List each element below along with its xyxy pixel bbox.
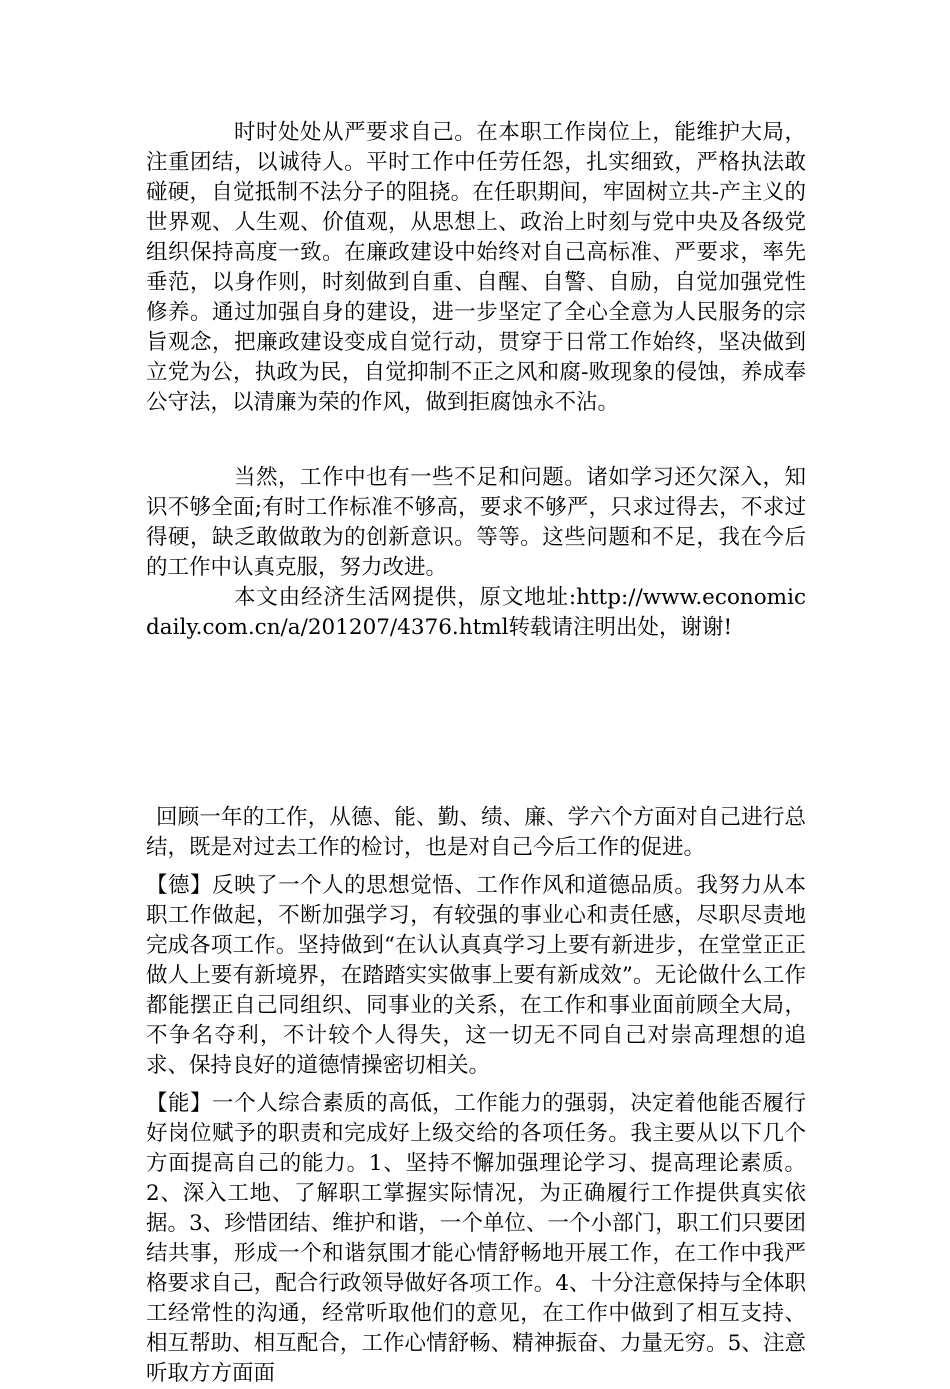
paragraph-shortcomings: 当然，工作中也有一些不足和问题。诸如学习还欠深入，知识不够全面;有时工作标准不够高，要求不够严，只求过得去，不求过得硬，缺乏敢做敢为的创新意识。等等。这些问题和不足，我在今后的工作中认真克服，努力改进。 — [146, 465, 806, 580]
document-page — [146, 118, 806, 1389]
paragraph-source-notice: 本文由经济生活网提供，原文地址:http://www.economicdaily.com.cn/a/201207/4376.html转载请注明出处，谢谢! — [146, 585, 806, 640]
paragraph-review-intro: 回顾一年的工作，从德、能、勤、绩、廉、学六个方面对自己进行总结，既是对过去工作的检讨，也是对自己今后工作的促进。 — [146, 805, 806, 860]
paragraph-de: 【德】反映了一个人的思想觉悟、工作作风和道德品质。我努力从本职工作做起，不断加强学习，有较强的事业心和责任感，尽职尽责地完成各项工作。坚持做到“在认认真真学习上要有新进步，在堂堂正正做人上要有新境界，在踏踏实实做事上要有新成效”。无论做什么工作都能摆正自己同组织、同事业的关系，在工作和事业面前顾全大局，不争名夺利，不计较个人得失，这一切无不同自己对崇高理想的追求、保持良好的道德情操密切相关。 — [146, 873, 806, 1078]
paragraph-self-discipline: 时时处处从严要求自己。在本职工作岗位上，能维护大局，注重团结，以诚待人。平时工作中任劳任怨，扎实细致，严格执法敢碰硬，自觉抵制不法分子的阻挠。在任职期间，牢固树立共-产主义的世界观、人生观、价值观，从思想上、政治上时刻与党中央及各级党组织保持高度一致。在廉政建设中始终对自己高标准、严要求，率先垂范，以身作则，时刻做到自重、自醒、自警、自励，自觉加强党性修养。通过加强自身的建设，进一步坚定了全心全意为人民服务的宗旨观念，把廉政建设变成自觉行动，贯穿于日常工作始终，坚决做到立党为公，执政为民，自觉抑制不正之风和腐-败现象的侵蚀，养成奉公守法，以清廉为荣的作风，做到拒腐蚀永不沾。 — [146, 120, 806, 415]
paragraph-neng: 【能】一个人综合素质的高低，工作能力的强弱，决定着他能否履行好岗位赋予的职责和完成好上级交给的各项任务。我主要从以下几个方面提高自己的能力。1、坚持不懈加强理论学习、提高理论素质。2、深入工地、了解职工掌握实际情况，为正确履行工作提供真实依据。3、珍惜团结、维护和谐，一个单位、一个小部门，职工们只要团结共事，形成一个和谐氛围才能心情舒畅地开展工作，在工作中我严格要求自己，配合行政领导做好各项工作。4、十分注意保持与全体职工经常性的沟通，经常听取他们的意见，在工作中做到了相互支持、相互帮助、相互配合，工作心情舒畅、精神振奋、力量无穷。5、注意听取方方面面 — [146, 1091, 806, 1386]
